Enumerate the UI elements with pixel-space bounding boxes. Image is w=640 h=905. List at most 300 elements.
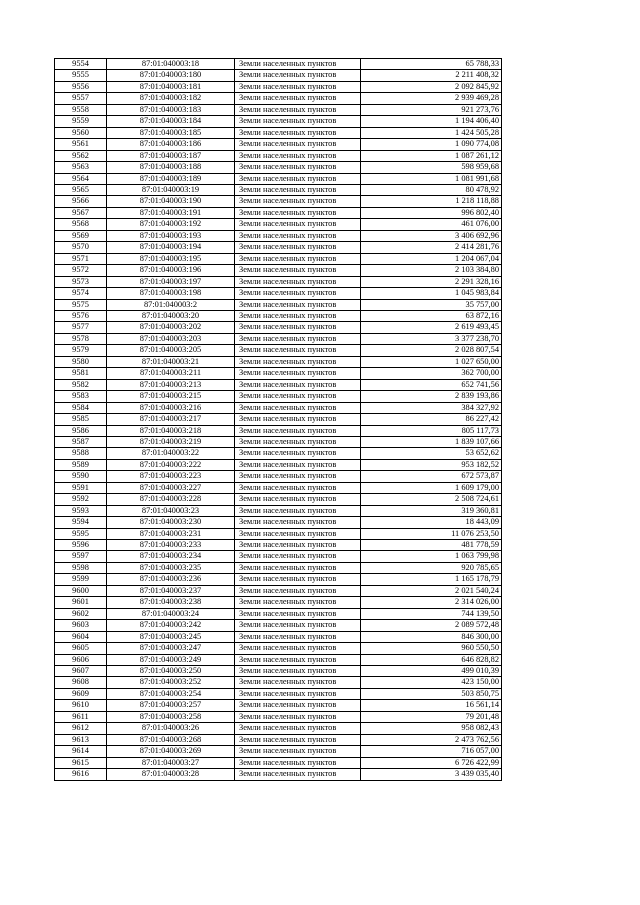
cadastral-value-cell: 2 211 408,32 bbox=[361, 70, 502, 81]
table-row bbox=[55, 769, 502, 780]
table-row bbox=[55, 757, 502, 768]
cadastral-value-cell: 1 424 505,28 bbox=[361, 127, 502, 138]
cadastral-value-cell: 996 802,40 bbox=[361, 207, 502, 218]
table-row bbox=[55, 608, 502, 619]
cadastral-value-cell: 3 439 035,40 bbox=[361, 769, 502, 780]
table-row bbox=[55, 184, 502, 195]
land-category-cell: Земли населенных пунктов bbox=[235, 219, 361, 230]
land-category-cell: Земли населенных пунктов bbox=[235, 310, 361, 321]
row-number-cell: 9557 bbox=[55, 93, 107, 104]
cadastral-value-cell: 65 788,33 bbox=[361, 59, 502, 70]
table-row bbox=[55, 631, 502, 642]
cadastral-value-cell: 1 063 799,98 bbox=[361, 551, 502, 562]
cadastral-value-cell: 846 300,00 bbox=[361, 631, 502, 642]
cadastral-number-cell: 87:01:040003:180 bbox=[107, 70, 235, 81]
row-number-cell: 9581 bbox=[55, 368, 107, 379]
cadastral-number-cell: 87:01:040003:185 bbox=[107, 127, 235, 138]
cadastral-number-cell: 87:01:040003:198 bbox=[107, 288, 235, 299]
row-number-cell: 9602 bbox=[55, 608, 107, 619]
cadastral-value-cell: 423 150,00 bbox=[361, 677, 502, 688]
cadastral-number-cell: 87:01:040003:222 bbox=[107, 459, 235, 470]
cadastral-value-cell: 716 057,00 bbox=[361, 746, 502, 757]
table-row bbox=[55, 540, 502, 551]
land-category-cell: Земли населенных пунктов bbox=[235, 631, 361, 642]
row-number-cell: 9565 bbox=[55, 184, 107, 195]
cadastral-number-cell: 87:01:040003:184 bbox=[107, 116, 235, 127]
cadastral-number-cell: 87:01:040003:24 bbox=[107, 608, 235, 619]
land-category-cell: Земли населенных пунктов bbox=[235, 517, 361, 528]
table-row bbox=[55, 322, 502, 333]
table-row bbox=[55, 620, 502, 631]
row-number-cell: 9569 bbox=[55, 230, 107, 241]
land-category-cell: Земли населенных пунктов bbox=[235, 230, 361, 241]
cadastral-value-cell: 499 010,39 bbox=[361, 666, 502, 677]
cadastral-value-cell: 2 473 762,56 bbox=[361, 734, 502, 745]
cadastral-value-cell: 921 273,76 bbox=[361, 104, 502, 115]
land-category-cell: Земли населенных пунктов bbox=[235, 677, 361, 688]
cadastral-value-cell: 2 414 281,76 bbox=[361, 242, 502, 253]
cadastral-value-cell: 3 406 692,96 bbox=[361, 230, 502, 241]
land-category-cell: Земли населенных пунктов bbox=[235, 597, 361, 608]
land-category-cell: Земли населенных пунктов bbox=[235, 414, 361, 425]
table-row bbox=[55, 505, 502, 516]
row-number-cell: 9589 bbox=[55, 459, 107, 470]
cadastral-value-cell: 1 218 118,88 bbox=[361, 196, 502, 207]
land-category-cell: Земли населенных пунктов bbox=[235, 333, 361, 344]
row-number-cell: 9573 bbox=[55, 276, 107, 287]
land-category-cell: Земли населенных пунктов bbox=[235, 540, 361, 551]
row-number-cell: 9582 bbox=[55, 379, 107, 390]
cadastral-number-cell: 87:01:040003:197 bbox=[107, 276, 235, 287]
table-row bbox=[55, 207, 502, 218]
land-category-cell: Земли населенных пунктов bbox=[235, 700, 361, 711]
cadastral-value-cell: 2 021 540,24 bbox=[361, 585, 502, 596]
cadastral-value-cell: 598 959,68 bbox=[361, 162, 502, 173]
table-row bbox=[55, 448, 502, 459]
cadastral-number-cell: 87:01:040003:237 bbox=[107, 585, 235, 596]
cadastral-number-cell: 87:01:040003:188 bbox=[107, 162, 235, 173]
cadastral-number-cell: 87:01:040003:242 bbox=[107, 620, 235, 631]
row-number-cell: 9594 bbox=[55, 517, 107, 528]
table-row bbox=[55, 345, 502, 356]
cadastral-number-cell: 87:01:040003:186 bbox=[107, 139, 235, 150]
land-category-cell: Земли населенных пунктов bbox=[235, 459, 361, 470]
land-category-cell: Земли населенных пунктов bbox=[235, 207, 361, 218]
row-number-cell: 9616 bbox=[55, 769, 107, 780]
cadastral-number-cell: 87:01:040003:205 bbox=[107, 345, 235, 356]
cadastral-value-cell: 6 726 422,99 bbox=[361, 757, 502, 768]
cadastral-value-cell: 1 087 261,12 bbox=[361, 150, 502, 161]
cadastral-number-cell: 87:01:040003:247 bbox=[107, 643, 235, 654]
table-row bbox=[55, 574, 502, 585]
row-number-cell: 9574 bbox=[55, 288, 107, 299]
cadastral-value-cell: 11 076 253,50 bbox=[361, 528, 502, 539]
cadastral-number-cell: 87:01:040003:192 bbox=[107, 219, 235, 230]
table-row bbox=[55, 127, 502, 138]
cadastral-number-cell: 87:01:040003:257 bbox=[107, 700, 235, 711]
table-row bbox=[55, 391, 502, 402]
cadastral-number-cell: 87:01:040003:187 bbox=[107, 150, 235, 161]
document-page bbox=[54, 58, 501, 781]
land-category-cell: Земли населенных пунктов bbox=[235, 643, 361, 654]
row-number-cell: 9595 bbox=[55, 528, 107, 539]
cadastral-number-cell: 87:01:040003:213 bbox=[107, 379, 235, 390]
cadastral-number-cell: 87:01:040003:258 bbox=[107, 711, 235, 722]
cadastral-number-cell: 87:01:040003:2 bbox=[107, 299, 235, 310]
table-row bbox=[55, 150, 502, 161]
row-number-cell: 9586 bbox=[55, 425, 107, 436]
row-number-cell: 9600 bbox=[55, 585, 107, 596]
land-category-cell: Земли населенных пунктов bbox=[235, 711, 361, 722]
cadastral-value-cell: 35 757,00 bbox=[361, 299, 502, 310]
row-number-cell: 9598 bbox=[55, 562, 107, 573]
land-category-cell: Земли населенных пунктов bbox=[235, 494, 361, 505]
table-row bbox=[55, 265, 502, 276]
cadastral-number-cell: 87:01:040003:181 bbox=[107, 81, 235, 92]
cadastral-number-cell: 87:01:040003:190 bbox=[107, 196, 235, 207]
row-number-cell: 9615 bbox=[55, 757, 107, 768]
cadastral-number-cell: 87:01:040003:194 bbox=[107, 242, 235, 253]
land-category-cell: Земли населенных пунктов bbox=[235, 425, 361, 436]
table-row bbox=[55, 116, 502, 127]
row-number-cell: 9584 bbox=[55, 402, 107, 413]
row-number-cell: 9568 bbox=[55, 219, 107, 230]
row-number-cell: 9580 bbox=[55, 356, 107, 367]
table-row bbox=[55, 219, 502, 230]
row-number-cell: 9612 bbox=[55, 723, 107, 734]
cadastral-value-cell: 3 377 238,70 bbox=[361, 333, 502, 344]
cadastral-value-cell: 384 327,92 bbox=[361, 402, 502, 413]
cadastral-value-cell: 53 652,62 bbox=[361, 448, 502, 459]
land-category-cell: Земли населенных пунктов bbox=[235, 116, 361, 127]
table-row bbox=[55, 482, 502, 493]
row-number-cell: 9588 bbox=[55, 448, 107, 459]
cadastral-value-cell: 1 609 179,00 bbox=[361, 482, 502, 493]
table-row bbox=[55, 230, 502, 241]
row-number-cell: 9556 bbox=[55, 81, 107, 92]
cadastral-number-cell: 87:01:040003:230 bbox=[107, 517, 235, 528]
land-category-cell: Земли населенных пунктов bbox=[235, 471, 361, 482]
cadastral-number-cell: 87:01:040003:218 bbox=[107, 425, 235, 436]
row-number-cell: 9596 bbox=[55, 540, 107, 551]
cadastral-value-cell: 953 182,52 bbox=[361, 459, 502, 470]
row-number-cell: 9585 bbox=[55, 414, 107, 425]
cadastral-number-cell: 87:01:040003:231 bbox=[107, 528, 235, 539]
land-category-cell: Земли населенных пунктов bbox=[235, 139, 361, 150]
table-row bbox=[55, 402, 502, 413]
cadastral-number-cell: 87:01:040003:235 bbox=[107, 562, 235, 573]
land-category-cell: Земли населенных пунктов bbox=[235, 288, 361, 299]
cadastral-value-cell: 1 027 650,00 bbox=[361, 356, 502, 367]
row-number-cell: 9591 bbox=[55, 482, 107, 493]
table-row bbox=[55, 242, 502, 253]
cadastral-number-cell: 87:01:040003:215 bbox=[107, 391, 235, 402]
cadastral-number-cell: 87:01:040003:26 bbox=[107, 723, 235, 734]
land-category-cell: Земли населенных пунктов bbox=[235, 173, 361, 184]
row-number-cell: 9560 bbox=[55, 127, 107, 138]
row-number-cell: 9554 bbox=[55, 59, 107, 70]
cadastral-value-cell: 2 619 493,45 bbox=[361, 322, 502, 333]
row-number-cell: 9583 bbox=[55, 391, 107, 402]
row-number-cell: 9610 bbox=[55, 700, 107, 711]
land-category-cell: Земли населенных пунктов bbox=[235, 391, 361, 402]
land-category-cell: Земли населенных пунктов bbox=[235, 551, 361, 562]
cadastral-number-cell: 87:01:040003:233 bbox=[107, 540, 235, 551]
land-category-cell: Земли населенных пунктов bbox=[235, 70, 361, 81]
row-number-cell: 9613 bbox=[55, 734, 107, 745]
cadastral-value-cell: 1 194 406,40 bbox=[361, 116, 502, 127]
cadastral-number-cell: 87:01:040003:196 bbox=[107, 265, 235, 276]
cadastral-number-cell: 87:01:040003:191 bbox=[107, 207, 235, 218]
cadastral-value-cell: 805 117,73 bbox=[361, 425, 502, 436]
cadastral-number-cell: 87:01:040003:238 bbox=[107, 597, 235, 608]
cadastral-number-cell: 87:01:040003:245 bbox=[107, 631, 235, 642]
table-row bbox=[55, 643, 502, 654]
row-number-cell: 9571 bbox=[55, 253, 107, 264]
land-category-cell: Земли населенных пунктов bbox=[235, 345, 361, 356]
cadastral-value-cell: 18 443,09 bbox=[361, 517, 502, 528]
table-row bbox=[55, 162, 502, 173]
cadastral-number-cell: 87:01:040003:193 bbox=[107, 230, 235, 241]
row-number-cell: 9576 bbox=[55, 310, 107, 321]
land-category-cell: Земли населенных пунктов bbox=[235, 723, 361, 734]
row-number-cell: 9558 bbox=[55, 104, 107, 115]
row-number-cell: 9607 bbox=[55, 666, 107, 677]
table-row bbox=[55, 528, 502, 539]
cadastral-number-cell: 87:01:040003:27 bbox=[107, 757, 235, 768]
table-row bbox=[55, 711, 502, 722]
cadastral-number-cell: 87:01:040003:203 bbox=[107, 333, 235, 344]
cadastral-value-cell: 2 092 845,92 bbox=[361, 81, 502, 92]
cadastral-number-cell: 87:01:040003:20 bbox=[107, 310, 235, 321]
cadastral-value-cell: 362 700,00 bbox=[361, 368, 502, 379]
table-row bbox=[55, 379, 502, 390]
row-number-cell: 9578 bbox=[55, 333, 107, 344]
cadastral-value-cell: 1 839 107,66 bbox=[361, 436, 502, 447]
land-category-cell: Земли населенных пунктов bbox=[235, 402, 361, 413]
table-row bbox=[55, 436, 502, 447]
table-row bbox=[55, 70, 502, 81]
land-category-cell: Земли населенных пунктов bbox=[235, 562, 361, 573]
land-category-cell: Земли населенных пунктов bbox=[235, 528, 361, 539]
table-row bbox=[55, 196, 502, 207]
cadastral-value-cell: 503 850,75 bbox=[361, 688, 502, 699]
table-row bbox=[55, 700, 502, 711]
cadastral-value-cell: 1 090 774,08 bbox=[361, 139, 502, 150]
row-number-cell: 9597 bbox=[55, 551, 107, 562]
land-category-cell: Земли населенных пунктов bbox=[235, 482, 361, 493]
table-row bbox=[55, 734, 502, 745]
table-row bbox=[55, 93, 502, 104]
cadastral-number-cell: 87:01:040003:268 bbox=[107, 734, 235, 745]
row-number-cell: 9567 bbox=[55, 207, 107, 218]
cadastral-number-cell: 87:01:040003:254 bbox=[107, 688, 235, 699]
cadastral-number-cell: 87:01:040003:227 bbox=[107, 482, 235, 493]
row-number-cell: 9604 bbox=[55, 631, 107, 642]
land-category-cell: Земли населенных пунктов bbox=[235, 276, 361, 287]
land-category-cell: Земли населенных пунктов bbox=[235, 162, 361, 173]
row-number-cell: 9601 bbox=[55, 597, 107, 608]
table-row bbox=[55, 104, 502, 115]
row-number-cell: 9561 bbox=[55, 139, 107, 150]
land-category-cell: Земли населенных пунктов bbox=[235, 585, 361, 596]
cadastral-value-cell: 1 165 178,79 bbox=[361, 574, 502, 585]
cadastral-value-cell: 2 314 026,00 bbox=[361, 597, 502, 608]
land-category-cell: Земли населенных пунктов bbox=[235, 769, 361, 780]
land-category-cell: Земли населенных пунктов bbox=[235, 574, 361, 585]
cadastral-number-cell: 87:01:040003:18 bbox=[107, 59, 235, 70]
cadastral-value-cell: 2 939 469,28 bbox=[361, 93, 502, 104]
cadastral-number-cell: 87:01:040003:183 bbox=[107, 104, 235, 115]
cadastral-number-cell: 87:01:040003:236 bbox=[107, 574, 235, 585]
row-number-cell: 9603 bbox=[55, 620, 107, 631]
cadastral-value-cell: 1 081 991,68 bbox=[361, 173, 502, 184]
cadastral-value-cell: 920 785,65 bbox=[361, 562, 502, 573]
table-row bbox=[55, 551, 502, 562]
row-number-cell: 9564 bbox=[55, 173, 107, 184]
row-number-cell: 9593 bbox=[55, 505, 107, 516]
land-category-cell: Земли населенных пунктов bbox=[235, 356, 361, 367]
row-number-cell: 9611 bbox=[55, 711, 107, 722]
cadastral-number-cell: 87:01:040003:234 bbox=[107, 551, 235, 562]
cadastral-number-cell: 87:01:040003:252 bbox=[107, 677, 235, 688]
cadastral-value-cell: 2 028 807,54 bbox=[361, 345, 502, 356]
land-category-cell: Земли населенных пунктов bbox=[235, 757, 361, 768]
row-number-cell: 9570 bbox=[55, 242, 107, 253]
table-row bbox=[55, 494, 502, 505]
cadastral-value-cell: 86 227,42 bbox=[361, 414, 502, 425]
cadastral-value-cell: 2 839 193,86 bbox=[361, 391, 502, 402]
cadastral-number-cell: 87:01:040003:250 bbox=[107, 666, 235, 677]
land-category-cell: Земли населенных пунктов bbox=[235, 184, 361, 195]
table-row bbox=[55, 368, 502, 379]
row-number-cell: 9592 bbox=[55, 494, 107, 505]
cadastral-number-cell: 87:01:040003:228 bbox=[107, 494, 235, 505]
table-row bbox=[55, 59, 502, 70]
row-number-cell: 9609 bbox=[55, 688, 107, 699]
table-row bbox=[55, 299, 502, 310]
cadastral-number-cell: 87:01:040003:249 bbox=[107, 654, 235, 665]
cadastral-number-cell: 87:01:040003:28 bbox=[107, 769, 235, 780]
cadastral-number-cell: 87:01:040003:223 bbox=[107, 471, 235, 482]
table-row bbox=[55, 666, 502, 677]
land-category-cell: Земли населенных пунктов bbox=[235, 734, 361, 745]
land-category-cell: Земли населенных пунктов bbox=[235, 150, 361, 161]
cadastral-number-cell: 87:01:040003:19 bbox=[107, 184, 235, 195]
table-row bbox=[55, 333, 502, 344]
cadastral-value-table bbox=[54, 58, 502, 781]
row-number-cell: 9555 bbox=[55, 70, 107, 81]
cadastral-value-cell: 481 778,59 bbox=[361, 540, 502, 551]
row-number-cell: 9577 bbox=[55, 322, 107, 333]
cadastral-value-cell: 646 828,82 bbox=[361, 654, 502, 665]
cadastral-number-cell: 87:01:040003:216 bbox=[107, 402, 235, 413]
land-category-cell: Земли населенных пунктов bbox=[235, 196, 361, 207]
cadastral-value-cell: 319 360,81 bbox=[361, 505, 502, 516]
table-row bbox=[55, 288, 502, 299]
table-body bbox=[55, 59, 502, 781]
cadastral-value-cell: 16 561,14 bbox=[361, 700, 502, 711]
land-category-cell: Земли населенных пунктов bbox=[235, 242, 361, 253]
table-row bbox=[55, 471, 502, 482]
cadastral-value-cell: 63 872,16 bbox=[361, 310, 502, 321]
cadastral-value-cell: 79 201,48 bbox=[361, 711, 502, 722]
land-category-cell: Земли населенных пунктов bbox=[235, 59, 361, 70]
cadastral-value-cell: 461 076,00 bbox=[361, 219, 502, 230]
land-category-cell: Земли населенных пунктов bbox=[235, 265, 361, 276]
table-row bbox=[55, 585, 502, 596]
table-row bbox=[55, 677, 502, 688]
land-category-cell: Земли населенных пунктов bbox=[235, 505, 361, 516]
cadastral-number-cell: 87:01:040003:22 bbox=[107, 448, 235, 459]
table-row bbox=[55, 356, 502, 367]
table-row bbox=[55, 310, 502, 321]
cadastral-number-cell: 87:01:040003:23 bbox=[107, 505, 235, 516]
cadastral-number-cell: 87:01:040003:182 bbox=[107, 93, 235, 104]
table-row bbox=[55, 253, 502, 264]
cadastral-value-cell: 958 082,43 bbox=[361, 723, 502, 734]
table-row bbox=[55, 459, 502, 470]
row-number-cell: 9599 bbox=[55, 574, 107, 585]
land-category-cell: Земли населенных пунктов bbox=[235, 436, 361, 447]
row-number-cell: 9566 bbox=[55, 196, 107, 207]
cadastral-number-cell: 87:01:040003:189 bbox=[107, 173, 235, 184]
table-row bbox=[55, 654, 502, 665]
table-row bbox=[55, 173, 502, 184]
land-category-cell: Земли населенных пунктов bbox=[235, 608, 361, 619]
table-row bbox=[55, 746, 502, 757]
land-category-cell: Земли населенных пунктов bbox=[235, 368, 361, 379]
table-row bbox=[55, 425, 502, 436]
row-number-cell: 9562 bbox=[55, 150, 107, 161]
cadastral-value-cell: 80 478,92 bbox=[361, 184, 502, 195]
land-category-cell: Земли населенных пунктов bbox=[235, 81, 361, 92]
land-category-cell: Земли населенных пунктов bbox=[235, 299, 361, 310]
row-number-cell: 9579 bbox=[55, 345, 107, 356]
row-number-cell: 9605 bbox=[55, 643, 107, 654]
land-category-cell: Земли населенных пунктов bbox=[235, 322, 361, 333]
table-row bbox=[55, 414, 502, 425]
cadastral-value-cell: 2 103 384,80 bbox=[361, 265, 502, 276]
cadastral-value-cell: 1 204 067,04 bbox=[361, 253, 502, 264]
table-row bbox=[55, 276, 502, 287]
cadastral-number-cell: 87:01:040003:217 bbox=[107, 414, 235, 425]
cadastral-number-cell: 87:01:040003:202 bbox=[107, 322, 235, 333]
cadastral-value-cell: 2 089 572,48 bbox=[361, 620, 502, 631]
cadastral-value-cell: 1 045 983,84 bbox=[361, 288, 502, 299]
land-category-cell: Земли населенных пунктов bbox=[235, 448, 361, 459]
cadastral-value-cell: 652 741,56 bbox=[361, 379, 502, 390]
table-row bbox=[55, 81, 502, 92]
land-category-cell: Земли населенных пунктов bbox=[235, 746, 361, 757]
row-number-cell: 9608 bbox=[55, 677, 107, 688]
table-row bbox=[55, 723, 502, 734]
land-category-cell: Земли населенных пунктов bbox=[235, 379, 361, 390]
land-category-cell: Земли населенных пунктов bbox=[235, 688, 361, 699]
land-category-cell: Земли населенных пунктов bbox=[235, 93, 361, 104]
land-category-cell: Земли населенных пунктов bbox=[235, 104, 361, 115]
row-number-cell: 9590 bbox=[55, 471, 107, 482]
land-category-cell: Земли населенных пунктов bbox=[235, 127, 361, 138]
cadastral-value-cell: 672 573,87 bbox=[361, 471, 502, 482]
land-category-cell: Земли населенных пунктов bbox=[235, 666, 361, 677]
table-row bbox=[55, 139, 502, 150]
cadastral-number-cell: 87:01:040003:211 bbox=[107, 368, 235, 379]
cadastral-value-cell: 744 139,50 bbox=[361, 608, 502, 619]
row-number-cell: 9606 bbox=[55, 654, 107, 665]
row-number-cell: 9587 bbox=[55, 436, 107, 447]
table-row bbox=[55, 688, 502, 699]
